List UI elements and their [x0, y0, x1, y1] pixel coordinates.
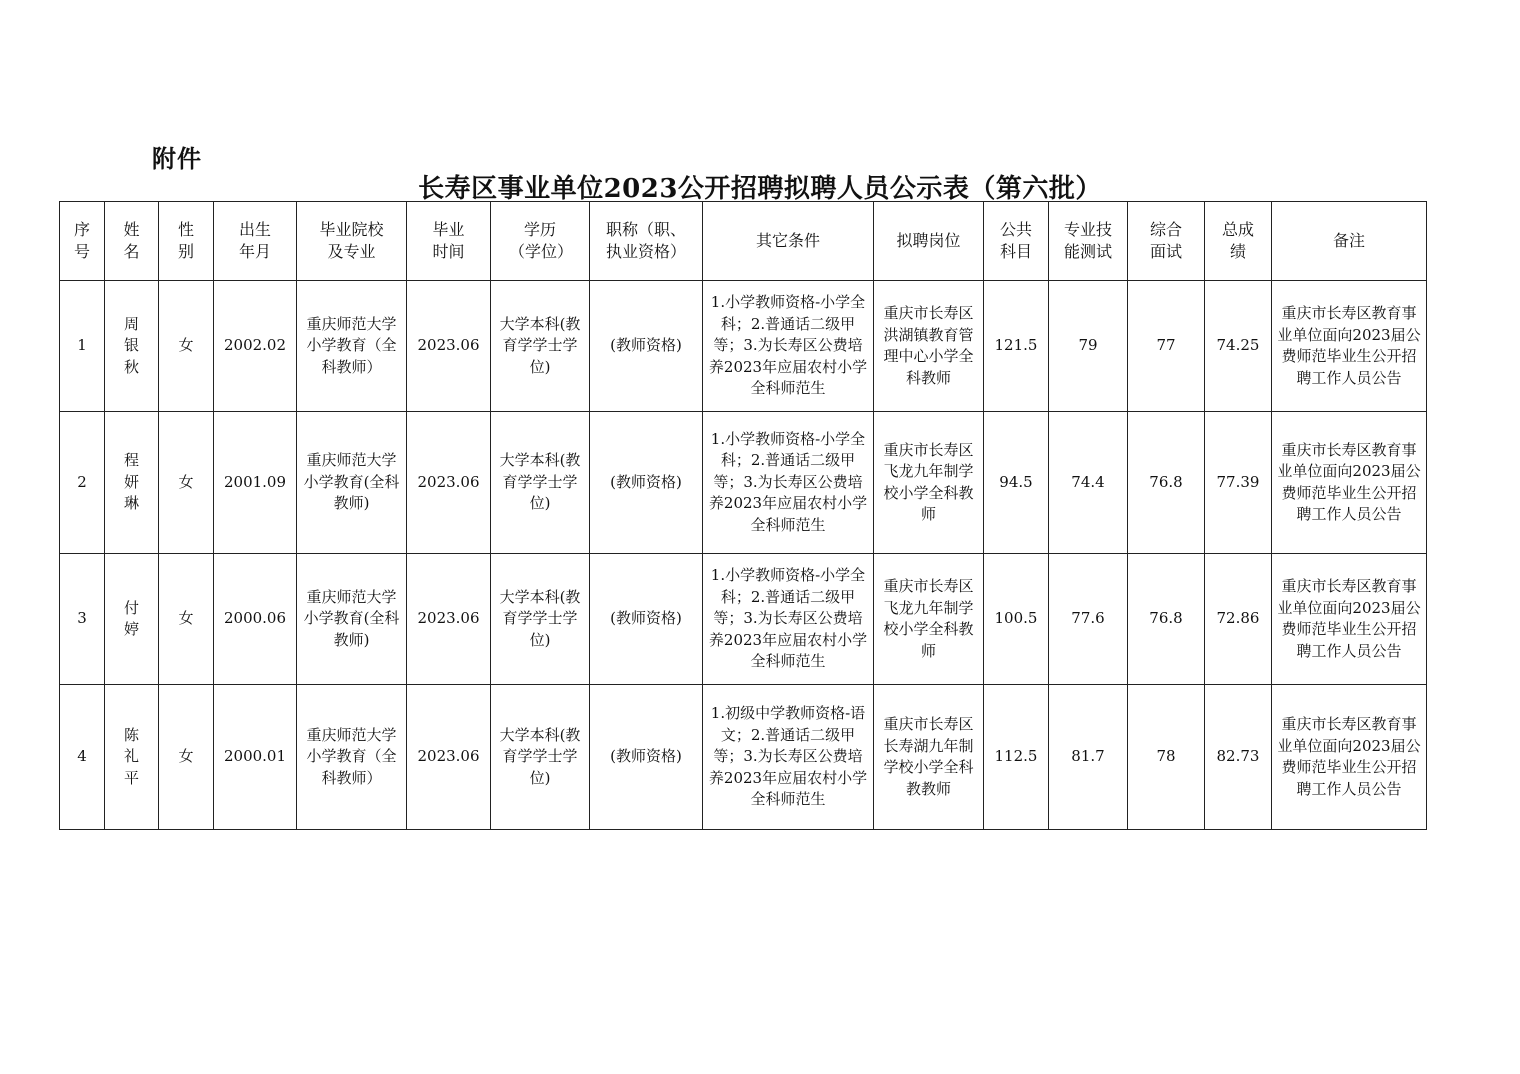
cell-skill-score: 77.6 [1049, 554, 1128, 685]
cell-gender: 女 [159, 412, 214, 554]
cell-remark: 重庆市长寿区教育事业单位面向2023届公费师范毕业生公开招聘工作人员公告 [1272, 281, 1427, 412]
cell-name: 周银秋 [105, 281, 159, 412]
header-grad-time: 毕业时间 [407, 202, 491, 281]
cell-conditions: 1.小学教师资格-小学全科；2.普通话二级甲等；3.为长寿区公费培养2023年应届农村小学全科师范生 [703, 554, 874, 685]
cell-skill-score: 79 [1049, 281, 1128, 412]
cell-interview-score: 76.8 [1128, 412, 1205, 554]
candidate-table [59, 201, 1427, 830]
header-public-score: 公共科目 [984, 202, 1049, 281]
cell-public-score: 112.5 [984, 685, 1049, 830]
cell-title: (教师资格) [590, 685, 703, 830]
cell-grad-time: 2023.06 [407, 281, 491, 412]
cell-degree: 大学本科(教育学学士学位) [491, 412, 590, 554]
cell-public-score: 94.5 [984, 412, 1049, 554]
cell-conditions: 1.小学教师资格-小学全科；2.普通话二级甲等；3.为长寿区公费培养2023年应届农村小学全科师范生 [703, 281, 874, 412]
header-skill-score: 专业技能测试 [1049, 202, 1128, 281]
page-title: 长寿区事业单位2023公开招聘拟聘人员公示表（第六批） [418, 174, 1102, 204]
cell-school: 重庆师范大学小学教育(全科教师) [297, 412, 407, 554]
cell-title: (教师资格) [590, 412, 703, 554]
cell-remark: 重庆市长寿区教育事业单位面向2023届公费师范毕业生公开招聘工作人员公告 [1272, 554, 1427, 685]
cell-name: 付婷 [105, 554, 159, 685]
cell-no: 1 [60, 281, 105, 412]
header-conditions: 其它条件 [703, 202, 874, 281]
table-row [60, 281, 1427, 412]
cell-grad-time: 2023.06 [407, 412, 491, 554]
cell-no: 2 [60, 412, 105, 554]
cell-grad-time: 2023.06 [407, 685, 491, 830]
cell-interview-score: 76.8 [1128, 554, 1205, 685]
cell-conditions: 1.小学教师资格-小学全科；2.普通话二级甲等；3.为长寿区公费培养2023年应届农村小学全科师范生 [703, 412, 874, 554]
cell-no: 3 [60, 554, 105, 685]
cell-degree: 大学本科(教育学学士学位) [491, 685, 590, 830]
cell-remark: 重庆市长寿区教育事业单位面向2023届公费师范毕业生公开招聘工作人员公告 [1272, 412, 1427, 554]
cell-no: 4 [60, 685, 105, 830]
cell-school: 重庆师范大学小学教育(全科教师) [297, 554, 407, 685]
cell-total-score: 82.73 [1205, 685, 1272, 830]
cell-skill-score: 81.7 [1049, 685, 1128, 830]
table-row [60, 685, 1427, 830]
cell-title: (教师资格) [590, 281, 703, 412]
header-birth: 出生年月 [214, 202, 297, 281]
cell-gender: 女 [159, 554, 214, 685]
cell-total-score: 72.86 [1205, 554, 1272, 685]
cell-interview-score: 77 [1128, 281, 1205, 412]
cell-interview-score: 78 [1128, 685, 1205, 830]
cell-school: 重庆师范大学小学教育（全科教师） [297, 281, 407, 412]
cell-conditions: 1.初级中学教师资格-语文；2.普通话二级甲等；3.为长寿区公费培养2023年应届农村小学全科师范生 [703, 685, 874, 830]
cell-birth: 2002.02 [214, 281, 297, 412]
header-title: 职称（职、执业资格） [590, 202, 703, 281]
cell-total-score: 77.39 [1205, 412, 1272, 554]
header-name: 姓名 [105, 202, 159, 281]
header-position: 拟聘岗位 [874, 202, 984, 281]
cell-position: 重庆市长寿区飞龙九年制学校小学全科教师 [874, 412, 984, 554]
table-row [60, 554, 1427, 685]
cell-school: 重庆师范大学小学教育（全科教师） [297, 685, 407, 830]
attachment-label: 附件 [152, 145, 202, 173]
header-gender: 性别 [159, 202, 214, 281]
cell-name: 程妍琳 [105, 412, 159, 554]
header-interview-score: 综合面试 [1128, 202, 1205, 281]
cell-remark: 重庆市长寿区教育事业单位面向2023届公费师范毕业生公开招聘工作人员公告 [1272, 685, 1427, 830]
cell-gender: 女 [159, 685, 214, 830]
cell-public-score: 100.5 [984, 554, 1049, 685]
table-header-row [60, 202, 1427, 281]
cell-birth: 2001.09 [214, 412, 297, 554]
cell-birth: 2000.06 [214, 554, 297, 685]
cell-position: 重庆市长寿区飞龙九年制学校小学全科教师 [874, 554, 984, 685]
cell-gender: 女 [159, 281, 214, 412]
cell-grad-time: 2023.06 [407, 554, 491, 685]
header-no: 序号 [60, 202, 105, 281]
cell-position: 重庆市长寿区洪湖镇教育管理中心小学全科教师 [874, 281, 984, 412]
cell-skill-score: 74.4 [1049, 412, 1128, 554]
header-remark: 备注 [1272, 202, 1427, 281]
cell-degree: 大学本科(教育学学士学位) [491, 554, 590, 685]
cell-public-score: 121.5 [984, 281, 1049, 412]
cell-name: 陈礼平 [105, 685, 159, 830]
cell-birth: 2000.01 [214, 685, 297, 830]
header-school: 毕业院校及专业 [297, 202, 407, 281]
cell-total-score: 74.25 [1205, 281, 1272, 412]
cell-degree: 大学本科(教育学学士学位) [491, 281, 590, 412]
table-row [60, 412, 1427, 554]
cell-position: 重庆市长寿区长寿湖九年制学校小学全科教教师 [874, 685, 984, 830]
header-total-score: 总成绩 [1205, 202, 1272, 281]
cell-title: (教师资格) [590, 554, 703, 685]
header-degree: 学历（学位） [491, 202, 590, 281]
